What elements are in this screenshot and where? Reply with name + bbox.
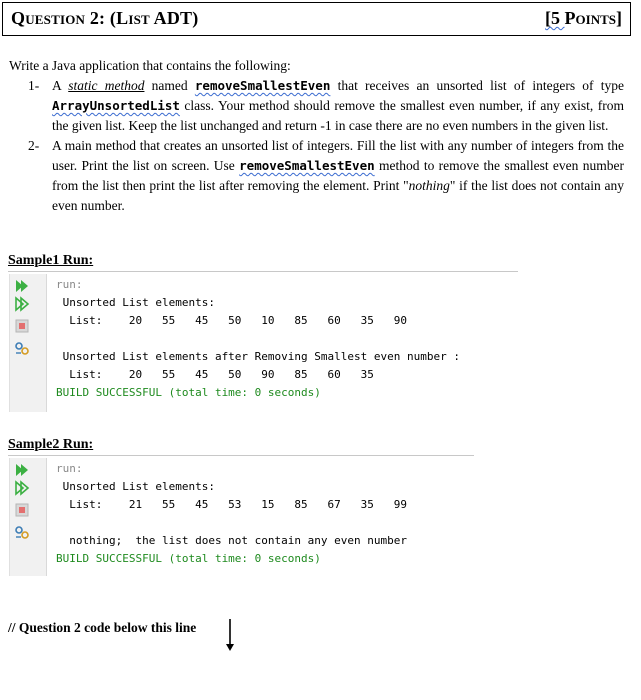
question-points: [5 Points] [545,8,622,28]
console-line: List: 20 55 45 50 90 85 60 35 [56,368,374,381]
console-line: List: 21 55 45 53 15 85 67 35 99 [56,498,407,511]
run-icon[interactable] [14,278,30,294]
console-line: BUILD SUCCESSFUL (total time: 0 seconds) [56,552,321,565]
console-line: run: [56,462,83,475]
sample1-divider [8,271,518,272]
console-line: BUILD SUCCESSFUL (total time: 0 seconds) [56,386,321,399]
down-arrow-icon [225,618,235,652]
requirement-item: 1- A static method named removeSmallestEven that receives an unsorted list of integers of type ArrayUnsortedList class. Your method should remove the smallest even number, if any exist, from the given list. Keep the list unchanged and return -1 in case there are no even numbers in the given list. [28,78,624,133]
requirement-item: 2- A main method that creates an unsorted list of integers. Fill the list with any number of integers from the user. Print the list on screen. Use removeSmallestEven method to remove the smallest even number from the list then print the list after removing the element. Print "nothing" if the list does not contain any even number. [28,138,624,213]
sample1-console [9,274,515,412]
console-line: run: [56,278,83,291]
question-title: Question 2: (List ADT) [11,8,199,28]
console-output [56,276,460,402]
console-line: List: 20 55 45 50 10 85 60 35 90 [56,314,407,327]
run-icon[interactable] [14,462,30,478]
stop-icon[interactable] [14,502,30,518]
settings-icon[interactable] [14,340,30,356]
console-gutter [10,274,47,412]
console-line: Unsorted List elements after Removing Smallest even number : [56,350,460,363]
sample2-label: Sample2 Run: [8,437,94,452]
sample2-console [9,458,475,576]
rerun-icon[interactable] [14,296,30,312]
question-header [2,2,631,36]
console-line: Unsorted List elements: [56,480,215,493]
console-output [56,460,407,568]
console-line: Unsorted List elements: [56,296,215,309]
code-instruction: // Question 2 code below this line [8,620,197,635]
rerun-icon[interactable] [14,480,30,496]
intro-text: Write a Java application that contains the following: [9,58,291,73]
console-gutter [10,458,47,576]
requirements-list [28,76,624,216]
console-line: nothing; the list does not contain any even number [56,534,407,547]
sample2-divider [8,455,474,456]
stop-icon[interactable] [14,318,30,334]
settings-icon[interactable] [14,524,30,540]
sample1-label: Sample1 Run: [8,253,94,268]
